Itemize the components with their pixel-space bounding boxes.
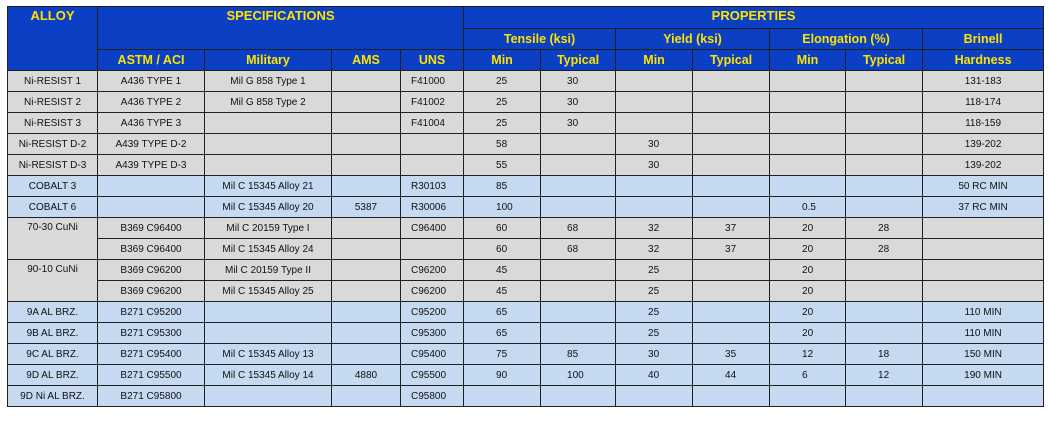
brinell-cell: 50 RC MIN bbox=[923, 176, 1044, 197]
alloy-cell: 9B AL BRZ. bbox=[8, 323, 98, 344]
astm-cell bbox=[98, 197, 205, 218]
tensile-typical-cell: 30 bbox=[541, 113, 616, 134]
astm-cell: B271 C95300 bbox=[98, 323, 205, 344]
uns-cell: C95500 bbox=[401, 365, 464, 386]
yield-min-cell: 30 bbox=[616, 155, 693, 176]
elongation-min-cell: 0.5 bbox=[770, 197, 846, 218]
yield-typical-cell: 35 bbox=[693, 344, 770, 365]
uns-cell bbox=[401, 239, 464, 260]
uns-cell: F41000 bbox=[401, 71, 464, 92]
brinell-cell bbox=[923, 239, 1044, 260]
astm-cell: A439 TYPE D-3 bbox=[98, 155, 205, 176]
yield-min-cell: 25 bbox=[616, 323, 693, 344]
alloy-cell: COBALT 6 bbox=[8, 197, 98, 218]
table-row bbox=[8, 239, 1044, 260]
elongation-typical-cell: 18 bbox=[846, 344, 923, 365]
header-elongation-min: Min bbox=[770, 50, 846, 71]
elongation-typical-cell bbox=[846, 323, 923, 344]
tensile-typical-cell: 68 bbox=[541, 218, 616, 239]
military-cell: Mil C 15345 Alloy 14 bbox=[205, 365, 332, 386]
elongation-min-cell: 20 bbox=[770, 218, 846, 239]
table-row bbox=[8, 302, 1044, 323]
yield-min-cell: 25 bbox=[616, 281, 693, 302]
ams-cell bbox=[332, 155, 401, 176]
alloy-cell: Ni-RESIST D-3 bbox=[8, 155, 98, 176]
astm-cell: B369 C96200 bbox=[98, 260, 205, 281]
header-astm-aci: ASTM / ACI bbox=[98, 50, 205, 71]
ams-cell bbox=[332, 218, 401, 239]
yield-min-cell bbox=[616, 386, 693, 407]
uns-cell: C96200 bbox=[401, 260, 464, 281]
ams-cell bbox=[332, 386, 401, 407]
ams-cell bbox=[332, 176, 401, 197]
elongation-typical-cell bbox=[846, 386, 923, 407]
elongation-min-cell: 20 bbox=[770, 260, 846, 281]
yield-min-cell: 32 bbox=[616, 239, 693, 260]
elongation-min-cell bbox=[770, 155, 846, 176]
brinell-cell: 139-202 bbox=[923, 155, 1044, 176]
astm-cell: B271 C95500 bbox=[98, 365, 205, 386]
table-row bbox=[8, 197, 1044, 218]
yield-min-cell bbox=[616, 71, 693, 92]
elongation-min-cell: 20 bbox=[770, 281, 846, 302]
header-tensile: Tensile (ksi) bbox=[464, 29, 616, 50]
military-cell bbox=[205, 302, 332, 323]
table-row bbox=[8, 113, 1044, 134]
uns-cell: R30006 bbox=[401, 197, 464, 218]
table-row bbox=[8, 344, 1044, 365]
elongation-min-cell bbox=[770, 176, 846, 197]
table-row bbox=[8, 176, 1044, 197]
header-brinell: Brinell bbox=[923, 29, 1044, 50]
header-tensile-typical: Typical bbox=[541, 50, 616, 71]
yield-min-cell bbox=[616, 92, 693, 113]
elongation-typical-cell: 28 bbox=[846, 218, 923, 239]
elongation-typical-cell bbox=[846, 92, 923, 113]
tensile-min-cell: 65 bbox=[464, 302, 541, 323]
table-row bbox=[8, 365, 1044, 386]
yield-typical-cell bbox=[693, 323, 770, 344]
ams-cell bbox=[332, 260, 401, 281]
military-cell bbox=[205, 113, 332, 134]
ams-cell bbox=[332, 239, 401, 260]
uns-cell: F41004 bbox=[401, 113, 464, 134]
military-cell: Mil C 15345 Alloy 20 bbox=[205, 197, 332, 218]
yield-min-cell: 25 bbox=[616, 260, 693, 281]
header-hardness: Hardness bbox=[923, 50, 1044, 71]
uns-cell: R30103 bbox=[401, 176, 464, 197]
alloy-cell: 9C AL BRZ. bbox=[8, 344, 98, 365]
table-row bbox=[8, 155, 1044, 176]
table-row bbox=[8, 134, 1044, 155]
elongation-typical-cell bbox=[846, 302, 923, 323]
alloy-cell: 9A AL BRZ. bbox=[8, 302, 98, 323]
ams-cell bbox=[332, 92, 401, 113]
ams-cell bbox=[332, 134, 401, 155]
tensile-typical-cell bbox=[541, 386, 616, 407]
header-ams: AMS bbox=[332, 50, 401, 71]
alloy-cell: Ni-RESIST 3 bbox=[8, 113, 98, 134]
table-row bbox=[8, 323, 1044, 344]
astm-cell: B271 C95200 bbox=[98, 302, 205, 323]
yield-typical-cell bbox=[693, 197, 770, 218]
ams-cell bbox=[332, 302, 401, 323]
table-row bbox=[8, 92, 1044, 113]
brinell-cell: 110 MIN bbox=[923, 323, 1044, 344]
tensile-typical-cell: 68 bbox=[541, 239, 616, 260]
alloy-cell: 90-10 CuNi bbox=[8, 260, 98, 302]
elongation-min-cell: 12 bbox=[770, 344, 846, 365]
header-tensile-min: Min bbox=[464, 50, 541, 71]
tensile-min-cell: 25 bbox=[464, 71, 541, 92]
alloy-cell: Ni-RESIST 2 bbox=[8, 92, 98, 113]
elongation-min-cell bbox=[770, 92, 846, 113]
astm-cell: B271 C95400 bbox=[98, 344, 205, 365]
tensile-min-cell: 65 bbox=[464, 323, 541, 344]
header-yield-min: Min bbox=[616, 50, 693, 71]
yield-typical-cell bbox=[693, 113, 770, 134]
brinell-cell bbox=[923, 218, 1044, 239]
tensile-typical-cell bbox=[541, 281, 616, 302]
yield-min-cell: 40 bbox=[616, 365, 693, 386]
military-cell bbox=[205, 323, 332, 344]
yield-min-cell bbox=[616, 197, 693, 218]
header-uns: UNS bbox=[401, 50, 464, 71]
tensile-min-cell: 90 bbox=[464, 365, 541, 386]
elongation-typical-cell bbox=[846, 71, 923, 92]
astm-cell: B369 C96400 bbox=[98, 218, 205, 239]
yield-typical-cell bbox=[693, 386, 770, 407]
ams-cell bbox=[332, 323, 401, 344]
header-elongation: Elongation (%) bbox=[770, 29, 923, 50]
tensile-min-cell bbox=[464, 386, 541, 407]
astm-cell: B271 C95800 bbox=[98, 386, 205, 407]
yield-typical-cell bbox=[693, 134, 770, 155]
military-cell bbox=[205, 134, 332, 155]
elongation-typical-cell bbox=[846, 281, 923, 302]
table-row bbox=[8, 260, 1044, 281]
tensile-min-cell: 45 bbox=[464, 260, 541, 281]
header-properties: PROPERTIES bbox=[464, 7, 1044, 29]
astm-cell bbox=[98, 176, 205, 197]
brinell-cell: 118-174 bbox=[923, 92, 1044, 113]
alloy-cell: 9D Ni AL BRZ. bbox=[8, 386, 98, 407]
brinell-cell: 150 MIN bbox=[923, 344, 1044, 365]
ams-cell bbox=[332, 344, 401, 365]
uns-cell: C95800 bbox=[401, 386, 464, 407]
tensile-typical-cell: 100 bbox=[541, 365, 616, 386]
brinell-cell: 190 MIN bbox=[923, 365, 1044, 386]
elongation-min-cell: 6 bbox=[770, 365, 846, 386]
military-cell bbox=[205, 155, 332, 176]
astm-cell: A436 TYPE 2 bbox=[98, 92, 205, 113]
astm-cell: B369 C96200 bbox=[98, 281, 205, 302]
brinell-cell: 110 MIN bbox=[923, 302, 1044, 323]
yield-typical-cell: 44 bbox=[693, 365, 770, 386]
brinell-cell bbox=[923, 281, 1044, 302]
military-cell: Mil C 15345 Alloy 24 bbox=[205, 239, 332, 260]
military-cell: Mil C 20159 Type II bbox=[205, 260, 332, 281]
brinell-cell: 139-202 bbox=[923, 134, 1044, 155]
uns-cell: C95400 bbox=[401, 344, 464, 365]
astm-cell: A436 TYPE 1 bbox=[98, 71, 205, 92]
yield-min-cell: 25 bbox=[616, 302, 693, 323]
tensile-typical-cell bbox=[541, 155, 616, 176]
yield-typical-cell: 37 bbox=[693, 218, 770, 239]
tensile-min-cell: 60 bbox=[464, 218, 541, 239]
tensile-min-cell: 85 bbox=[464, 176, 541, 197]
uns-cell bbox=[401, 134, 464, 155]
yield-typical-cell bbox=[693, 302, 770, 323]
tensile-min-cell: 58 bbox=[464, 134, 541, 155]
alloy-cell: 70-30 CuNi bbox=[8, 218, 98, 260]
tensile-min-cell: 55 bbox=[464, 155, 541, 176]
tensile-typical-cell bbox=[541, 176, 616, 197]
elongation-typical-cell bbox=[846, 260, 923, 281]
astm-cell: B369 C96400 bbox=[98, 239, 205, 260]
uns-cell: C95300 bbox=[401, 323, 464, 344]
uns-cell bbox=[401, 155, 464, 176]
elongation-min-cell: 20 bbox=[770, 302, 846, 323]
military-cell: Mil G 858 Type 1 bbox=[205, 71, 332, 92]
tensile-typical-cell bbox=[541, 260, 616, 281]
alloy-cell: COBALT 3 bbox=[8, 176, 98, 197]
tensile-min-cell: 100 bbox=[464, 197, 541, 218]
tensile-typical-cell: 30 bbox=[541, 71, 616, 92]
tensile-min-cell: 60 bbox=[464, 239, 541, 260]
elongation-min-cell bbox=[770, 71, 846, 92]
table-row bbox=[8, 218, 1044, 239]
header-military: Military bbox=[205, 50, 332, 71]
brinell-cell bbox=[923, 260, 1044, 281]
yield-typical-cell bbox=[693, 71, 770, 92]
tensile-typical-cell bbox=[541, 197, 616, 218]
ams-cell bbox=[332, 71, 401, 92]
yield-typical-cell bbox=[693, 155, 770, 176]
elongation-min-cell: 20 bbox=[770, 239, 846, 260]
elongation-min-cell bbox=[770, 386, 846, 407]
elongation-typical-cell bbox=[846, 113, 923, 134]
alloy-cell: Ni-RESIST 1 bbox=[8, 71, 98, 92]
header-elongation-typical: Typical bbox=[846, 50, 923, 71]
yield-min-cell bbox=[616, 176, 693, 197]
tensile-min-cell: 45 bbox=[464, 281, 541, 302]
header-yield-typical: Typical bbox=[693, 50, 770, 71]
spec-table bbox=[7, 6, 1044, 407]
yield-min-cell: 30 bbox=[616, 344, 693, 365]
yield-typical-cell bbox=[693, 176, 770, 197]
tensile-typical-cell bbox=[541, 323, 616, 344]
brinell-cell: 37 RC MIN bbox=[923, 197, 1044, 218]
military-cell bbox=[205, 386, 332, 407]
elongation-typical-cell: 12 bbox=[846, 365, 923, 386]
tensile-typical-cell: 85 bbox=[541, 344, 616, 365]
header-alloy: ALLOY bbox=[8, 7, 98, 71]
yield-min-cell: 32 bbox=[616, 218, 693, 239]
elongation-typical-cell bbox=[846, 134, 923, 155]
ams-cell bbox=[332, 113, 401, 134]
tensile-typical-cell bbox=[541, 302, 616, 323]
header-specifications: SPECIFICATIONS bbox=[98, 7, 464, 50]
table-row bbox=[8, 281, 1044, 302]
tensile-min-cell: 25 bbox=[464, 92, 541, 113]
yield-typical-cell bbox=[693, 260, 770, 281]
astm-cell: A439 TYPE D-2 bbox=[98, 134, 205, 155]
ams-cell: 4880 bbox=[332, 365, 401, 386]
yield-typical-cell bbox=[693, 281, 770, 302]
brinell-cell: 118-159 bbox=[923, 113, 1044, 134]
military-cell: Mil C 15345 Alloy 25 bbox=[205, 281, 332, 302]
astm-cell: A436 TYPE 3 bbox=[98, 113, 205, 134]
header-yield: Yield (ksi) bbox=[616, 29, 770, 50]
brinell-cell: 131-183 bbox=[923, 71, 1044, 92]
elongation-min-cell bbox=[770, 134, 846, 155]
military-cell: Mil C 15345 Alloy 13 bbox=[205, 344, 332, 365]
tensile-min-cell: 25 bbox=[464, 113, 541, 134]
alloy-cell: Ni-RESIST D-2 bbox=[8, 134, 98, 155]
tensile-min-cell: 75 bbox=[464, 344, 541, 365]
military-cell: Mil G 858 Type 2 bbox=[205, 92, 332, 113]
elongation-typical-cell bbox=[846, 155, 923, 176]
alloy-cell: 9D AL BRZ. bbox=[8, 365, 98, 386]
uns-cell: C96200 bbox=[401, 281, 464, 302]
table-row bbox=[8, 386, 1044, 407]
military-cell: Mil C 20159 Type I bbox=[205, 218, 332, 239]
military-cell: Mil C 15345 Alloy 21 bbox=[205, 176, 332, 197]
brinell-cell bbox=[923, 386, 1044, 407]
yield-typical-cell: 37 bbox=[693, 239, 770, 260]
yield-min-cell bbox=[616, 113, 693, 134]
tensile-typical-cell: 30 bbox=[541, 92, 616, 113]
table-row bbox=[8, 71, 1044, 92]
tensile-typical-cell bbox=[541, 134, 616, 155]
elongation-typical-cell bbox=[846, 176, 923, 197]
ams-cell bbox=[332, 281, 401, 302]
yield-min-cell: 30 bbox=[616, 134, 693, 155]
elongation-typical-cell: 28 bbox=[846, 239, 923, 260]
elongation-min-cell bbox=[770, 113, 846, 134]
elongation-typical-cell bbox=[846, 197, 923, 218]
uns-cell: C96400 bbox=[401, 218, 464, 239]
elongation-min-cell: 20 bbox=[770, 323, 846, 344]
ams-cell: 5387 bbox=[332, 197, 401, 218]
yield-typical-cell bbox=[693, 92, 770, 113]
alloy-specifications-table bbox=[7, 6, 1043, 418]
uns-cell: F41002 bbox=[401, 92, 464, 113]
uns-cell: C95200 bbox=[401, 302, 464, 323]
